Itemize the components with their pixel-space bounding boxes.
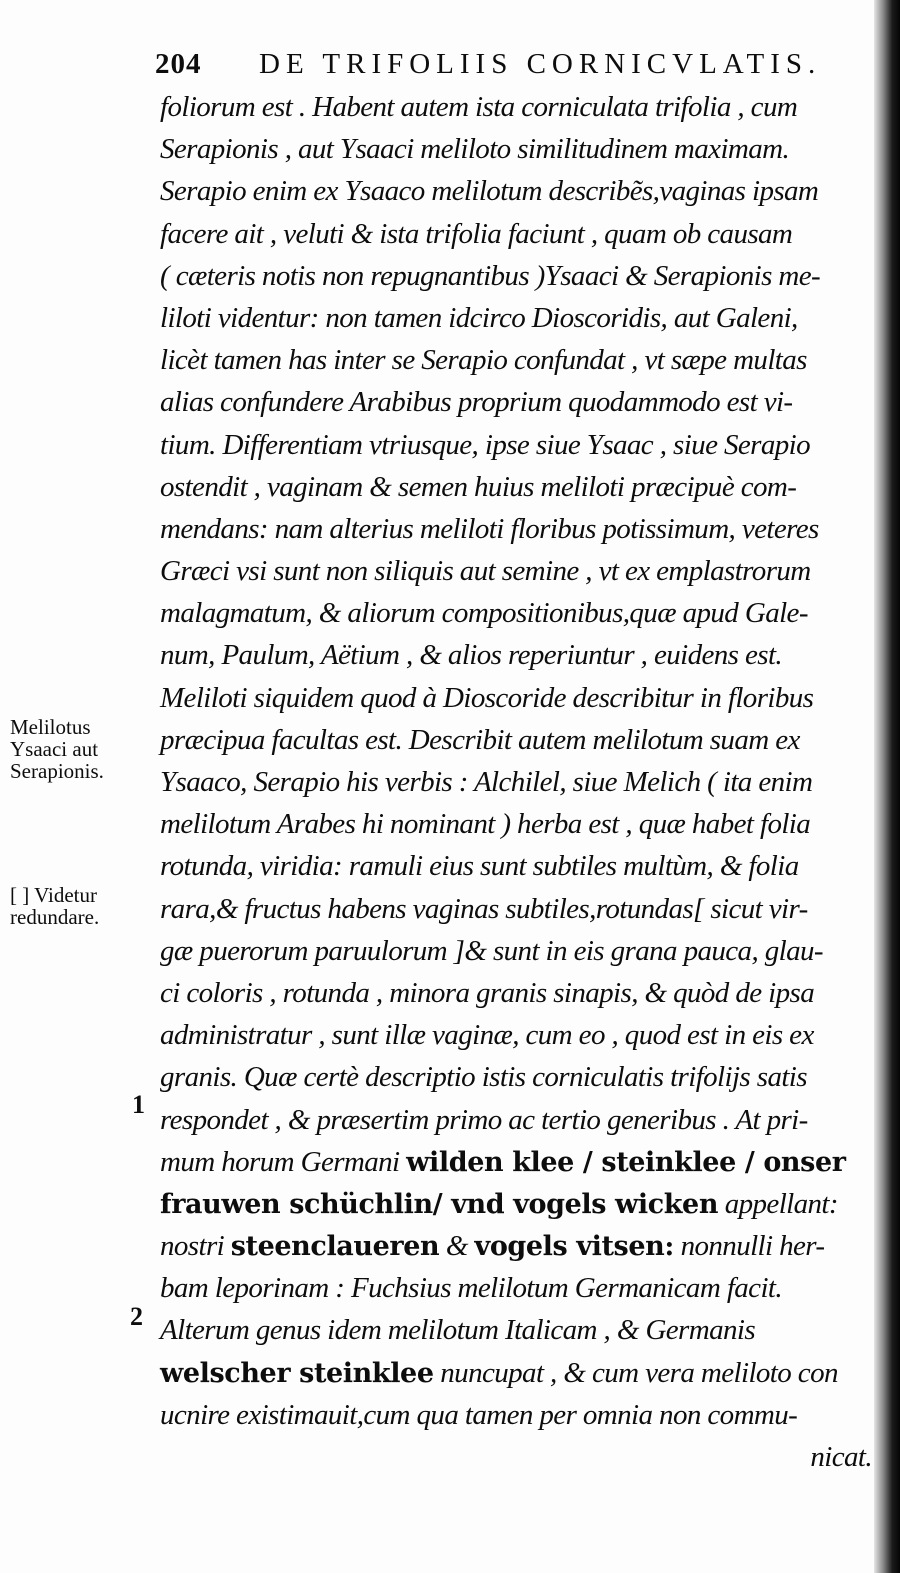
latin-text: nuncupat , & cum vera meliloto con <box>440 1356 838 1389</box>
text-line: bam leporinam : Fuchsius melilotum Germanicam facit. <box>160 1272 783 1305</box>
text-line: rotunda, viridia: ramuli eius sunt subtiles multùm, & folia <box>160 850 799 883</box>
text-line: ucnire existimauit,cum qua tamen per omnia non commu- <box>160 1398 798 1431</box>
text-line: Alterum genus idem melilotum Italicam , & Germanis <box>160 1314 756 1347</box>
text-line: licèt tamen has inter se Serapio confundat , vt sæpe multas <box>160 344 807 377</box>
latin-text: nonnulli her- <box>680 1230 825 1263</box>
text-line: rara,& fructus habens vaginas subtiles,rotundas[ sicut vir- <box>160 892 808 925</box>
text-line <box>160 1183 872 1225</box>
text-line: foliorum est . Habent autem ista corniculata trifolia , cum <box>160 91 798 123</box>
margin-note-redundare: [ ] Videtur redundare. <box>10 883 100 929</box>
text-line: liloti videntur: non tamen idcirco Dioscoridis, aut Galeni, <box>160 301 798 334</box>
german-blackletter-text: welscher steinklee <box>160 1357 434 1389</box>
latin-text: appellant: <box>724 1187 838 1220</box>
binding-shadow <box>874 0 900 1573</box>
text-line: Meliloti siquidem quod à Dioscoride describitur in floribus <box>160 681 814 714</box>
text-line: granis. Quæ certè descriptio istis corniculatis trifolijs satis <box>160 1061 807 1094</box>
text-line <box>160 1225 872 1267</box>
latin-text: & <box>445 1230 468 1263</box>
text-line: num, Paulum, Aëtium , & alios reperiuntur , euidens est. <box>160 639 783 672</box>
text-line: præcipua facultas est. Describit autem melilotum suam ex <box>160 723 800 756</box>
item-number-1: 1 <box>132 1090 145 1119</box>
latin-text: mum horum Germani <box>160 1145 400 1178</box>
text-line <box>160 1352 872 1394</box>
text-line: ostendit , vaginam & semen huius meliloti præcipuè com- <box>160 470 797 503</box>
text-line: Ysaaco, Serapio his verbis : Alchilel, siue Melich ( ita enim <box>160 766 813 798</box>
text-line: Serapionis , aut Ysaaci meliloto similitudinem maximam. <box>160 133 790 166</box>
text-line: tium. Differentiam vtriusque, ipse siue Ysaac , siue Serapio <box>160 428 811 461</box>
text-line: Serapio enim ex Ysaaco melilotum describẽs,vaginas ipsam <box>160 175 819 208</box>
running-title: DE TRIFOLIIS CORNICVLATIS. <box>259 48 822 80</box>
text-line: mendans: nam alterius meliloti floribus potissimum, veteres <box>160 512 819 545</box>
text-line: facere ait , veluti & ista trifolia faciunt , quam ob causam <box>160 217 793 250</box>
text-line: ci coloris , rotunda , minora granis sinapis, & quòd de ipsa <box>160 976 815 1009</box>
text-line: respondet , & præsertim primo ac tertio generibus . At pri- <box>160 1103 808 1136</box>
margin-note-melilotus: Melilotus Ysaaci aut Serapionis. <box>10 715 104 783</box>
text-line: gæ puerorum paruulorum ]& sunt in eis grana pauca, glau- <box>160 934 823 967</box>
dutch-blackletter-text: vogels vitsen: <box>474 1231 674 1263</box>
latin-text: nostri <box>160 1230 225 1263</box>
page-header <box>155 44 875 84</box>
text-line <box>160 1141 872 1183</box>
dutch-blackletter-text: steenclaueren <box>230 1231 440 1263</box>
text-line: nicat. <box>810 1441 872 1473</box>
german-blackletter-text: frauwen schüchlin/ vnd vogels wicken <box>160 1188 719 1220</box>
text-line: ( cæteris notis non repugnantibus )Ysaaci & Serapionis me- <box>160 259 821 292</box>
item-number-2: 2 <box>130 1302 143 1331</box>
text-line: Græci vsi sunt non siliquis aut semine , vt ex emplastrorum <box>160 555 811 588</box>
page-number: 204 <box>155 48 202 80</box>
body-text <box>160 86 872 1478</box>
text-line: malagmatum, & aliorum compositionibus,quæ apud Gale- <box>160 597 808 630</box>
german-blackletter-text: wilden klee / steinklee / onser <box>406 1146 846 1178</box>
text-line: alias confundere Arabibus proprium quodammodo est vi- <box>160 386 793 419</box>
text-line: administratur , sunt illæ vaginæ, cum eo , quod est in eis ex <box>160 1019 814 1052</box>
text-line: melilotum Arabes hi nominant ) herba est , quæ habet folia <box>160 808 811 841</box>
